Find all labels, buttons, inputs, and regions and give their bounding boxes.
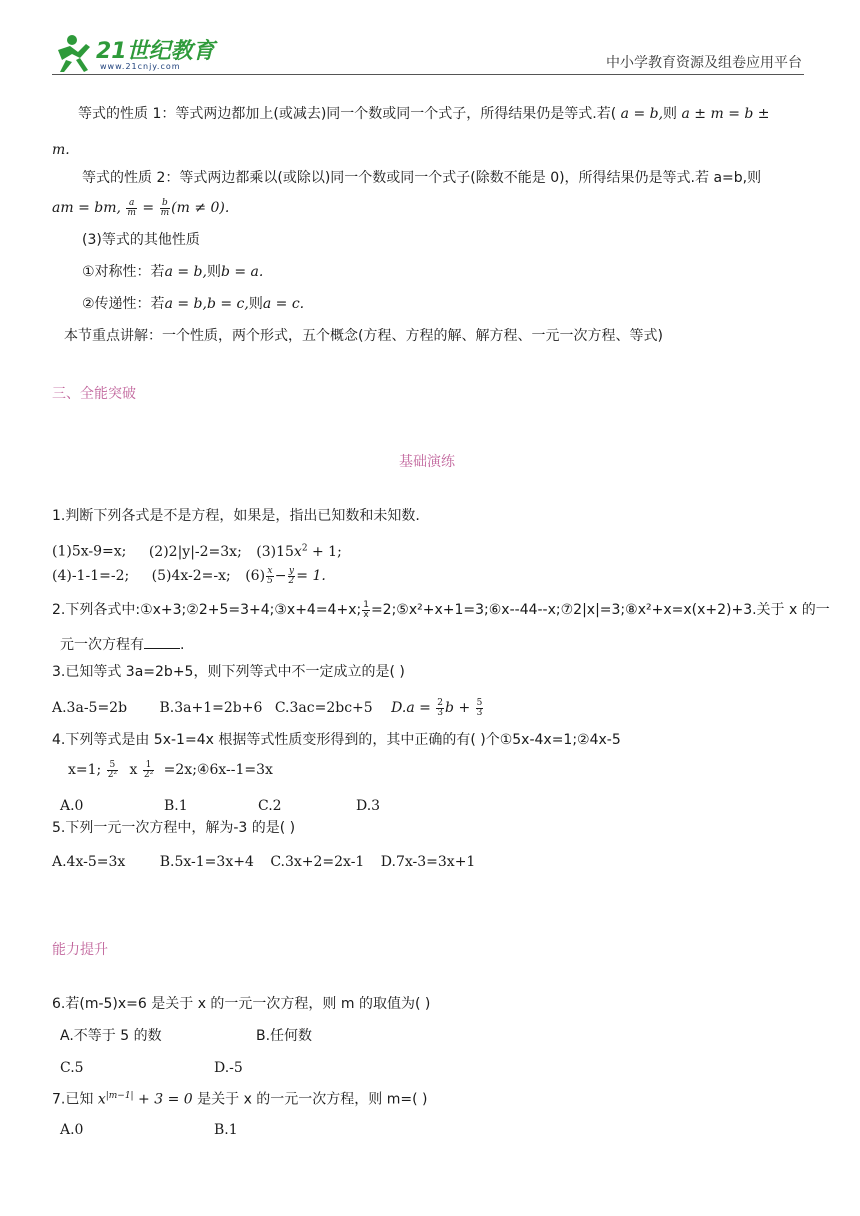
question-2-continued <box>60 634 184 655</box>
frac-num: 1 <box>143 761 154 771</box>
fraction-x-over-5 <box>266 567 274 586</box>
fraction-1-over-2sq <box>143 761 154 780</box>
q6-option-b: B.任何数 <box>256 1028 313 1044</box>
fraction-y-over-2 <box>288 567 296 586</box>
q7-option-b: B.1 <box>214 1122 238 1138</box>
platform-title: 中小学教育资源及组卷应用平台 <box>606 55 802 71</box>
math-a-eq-c: a = c. <box>262 296 305 312</box>
question-4: 4.下列等式是由 5x-1=4x 根据等式性质变形得到的，其中正确的有( )个①5x-4x=1;②4x-5 <box>52 732 621 748</box>
q4-item-b: =2x;④6x--1=3x <box>163 762 273 778</box>
q3-option-c: C.3ac=2bc+5 <box>274 700 373 716</box>
q3-option-d: D.a = <box>391 700 431 716</box>
frac-den: 3 <box>476 707 483 718</box>
q1-item-4: (4)-1-1=-2; <box>52 568 130 584</box>
q4-option-c: C.2 <box>258 798 282 814</box>
equals-sign: = <box>142 200 155 216</box>
fraction-5-over-2sq <box>107 761 118 780</box>
math-am-bm: am = bm, <box>52 200 121 216</box>
math-a-eq-b: a = b, <box>620 106 664 122</box>
frac-num: x <box>267 565 273 576</box>
q5-option-a: A.4x-5=3x <box>52 854 126 870</box>
question-4-continued <box>68 760 273 780</box>
exponent-abs: |m−1| <box>105 1091 134 1101</box>
math-m-neq-0: (m ≠ 0). <box>171 200 230 216</box>
question-3-options <box>52 698 484 718</box>
header-divider <box>52 74 804 75</box>
question-1: 1.判断下列各式是不是方程，如果是，指出已知数和未知数. <box>52 508 420 524</box>
frac-num: y <box>288 565 294 576</box>
fraction-a-over-m <box>126 199 137 218</box>
property-1-line <box>78 104 770 124</box>
other-properties-heading: (3)等式的其他性质 <box>82 232 200 248</box>
runner-icon <box>58 35 90 72</box>
q3-option-a: A.3a-5=2b <box>52 700 128 716</box>
frac-den: 2² <box>107 769 118 780</box>
q6-option-c: C.5 <box>60 1060 84 1076</box>
math-var-x: x <box>97 1091 106 1108</box>
frac-den: 2² <box>143 769 154 780</box>
frac-den: m <box>160 207 170 218</box>
q2-text-b: =2;⑤x²+x+1=3;⑥x--44--x;⑦2|x|=3;⑧x²+x=x(x+2)+3.关于 x 的一 <box>370 602 830 618</box>
q1-item-2: (2)2|y|-2=3x; <box>148 543 242 560</box>
fraction-5-over-3 <box>476 699 484 718</box>
math-a-eq-b: a = b, <box>164 264 207 280</box>
property-2-formula <box>52 198 229 218</box>
property-2-text: 等式的性质 2：等式两边都乘以(或除以)同一个数或同一个式子(除数不能是 0)，所得结果仍是等式.若 a=b,则 <box>82 170 762 186</box>
frac-den: 3 <box>437 707 444 718</box>
q2-period: . <box>180 637 185 653</box>
frac-den: x <box>363 609 369 620</box>
math-b-eq-a: b = a. <box>220 264 264 280</box>
key-points-summary: 本节重点讲解：一个性质，两个形式，五个概念(方程、方程的解、解方程、一元一次方程、等式) <box>64 328 663 344</box>
q3-option-d-mid: b + <box>445 700 471 716</box>
exponent: 2 <box>301 543 308 553</box>
logo-text: 21世纪教育 <box>96 39 215 64</box>
frac-den: 5 <box>267 575 273 586</box>
q1-item-5: (5)4x-2=-x; <box>151 568 231 584</box>
math-var-x: x <box>293 543 302 560</box>
fraction-2-over-3 <box>436 699 444 718</box>
property-1-text: 等式的性质 1：等式两边都加上(或减去)同一个数或同一个式子，所得结果仍是等式.若( <box>78 106 617 122</box>
then-word: 则 <box>248 296 263 312</box>
q5-option-c: C.3x+2=2x-1 <box>270 854 365 870</box>
then-word: 则 <box>663 106 678 122</box>
q7-text-a: 7.已知 <box>52 1091 94 1108</box>
basic-practice-heading: 基础演练 <box>399 454 455 470</box>
transitivity-label: ②传递性：若 <box>82 296 165 312</box>
q7-text-c: 是关于 x 的一元一次方程，则 m=( ) <box>197 1091 428 1108</box>
q2-text-a: 2.下列各式中:①x+3;②2+5=3+4;③x+4=4+x; <box>52 602 362 618</box>
transitivity-line <box>82 294 304 314</box>
answer-blank[interactable] <box>144 634 180 649</box>
math-a-pm-m: a ± m = b ± <box>681 106 770 122</box>
q5-option-d: D.7x-3=3x+1 <box>380 854 476 870</box>
q4-item-a: x=1; <box>68 762 102 778</box>
q2-text-c: 元一次方程有 <box>60 637 144 653</box>
q7-equation-tail: + 3 = 0 <box>133 1091 193 1108</box>
q1-item-1: (1)5x-9=x; <box>52 543 127 560</box>
fraction-b-over-m <box>160 199 171 218</box>
frac-num: 5 <box>107 761 118 771</box>
question-5-options <box>52 852 475 872</box>
question-1-row-2 <box>52 566 326 586</box>
q1-item-3: (3)15 <box>256 543 294 560</box>
section-3-heading: 三、全能突破 <box>52 386 136 402</box>
q4-option-d: D.3 <box>356 798 381 814</box>
symmetry-line <box>82 262 263 282</box>
q4-option-a: A.0 <box>60 798 84 814</box>
q4-option-b: B.1 <box>164 798 188 814</box>
question-3: 3.已知等式 3a=2b+5，则下列等式中不一定成立的是( ) <box>52 664 405 680</box>
frac-num: b <box>160 199 171 209</box>
question-7 <box>52 1086 428 1110</box>
q4-var-x: x <box>129 762 138 778</box>
frac-den: 2 <box>288 575 295 586</box>
question-6: 6.若(m-5)x=6 是关于 x 的一元一次方程，则 m 的取值为( ) <box>52 996 431 1012</box>
q1-item-6: (6) <box>245 568 266 584</box>
q1-item-6-tail: = 1. <box>296 568 326 584</box>
then-word: 则 <box>206 264 221 280</box>
frac-num: a <box>126 199 137 209</box>
logo-url: www.21cnjy.com <box>100 62 181 71</box>
q7-option-a: A.0 <box>60 1122 84 1138</box>
fraction-1-over-x <box>362 601 370 620</box>
property-1-tail: m. <box>52 142 70 158</box>
symmetry-label: ①对称性：若 <box>82 264 165 280</box>
frac-num: 2 <box>437 697 444 708</box>
question-5: 5.下列一元一次方程中，解为-3 的是( ) <box>52 820 296 836</box>
q6-option-a: A.不等于 5 的数 <box>60 1028 162 1044</box>
q5-option-b: B.5x-1=3x+4 <box>159 854 254 870</box>
question-2 <box>52 600 830 620</box>
frac-den: m <box>127 207 136 218</box>
question-1-row-1 <box>52 538 342 562</box>
frac-num: 1 <box>363 599 369 610</box>
q1-item-3-tail: + 1; <box>307 543 342 560</box>
frac-num: 5 <box>476 697 483 708</box>
q3-option-b: B.3a+1=2b+6 <box>159 700 263 716</box>
q6-option-d: D.-5 <box>214 1060 243 1076</box>
minus-sign: − <box>274 568 287 584</box>
math-a-b-c: a = b,b = c, <box>164 296 249 312</box>
advanced-heading: 能力提升 <box>52 942 108 958</box>
